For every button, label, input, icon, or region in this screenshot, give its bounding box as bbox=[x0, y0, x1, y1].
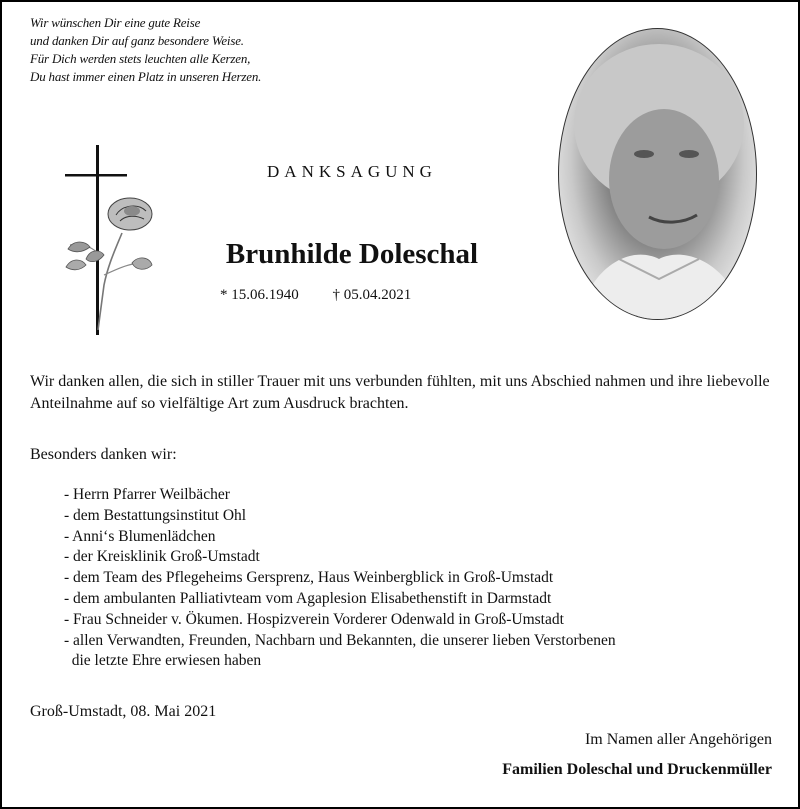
poem-line: Wir wünschen Dir eine gute Reise bbox=[30, 15, 201, 30]
special-thanks-list bbox=[64, 485, 616, 672]
place-date: Groß-Umstadt, 08. Mai 2021 bbox=[30, 703, 217, 720]
list-item: - Herrn Pfarrer Weilbächer bbox=[64, 486, 230, 503]
list-item: - allen Verwandten, Freunden, Nachbarn und Bekannten, die unserer lieben Verstorbenen bbox=[64, 631, 616, 649]
list-item: - dem Bestattungsinstitut Ohl bbox=[64, 506, 247, 524]
deceased-name: Brunhilde Doleschal bbox=[225, 238, 479, 270]
intro-paragraph: Wir danken allen, die sich in stiller Trauer mit uns verbunden fühlten, mit uns Abschied nahmen und ihre liebevolle Anteilnahme auf so vielfältige Art zum Ausdruck brachten. bbox=[30, 373, 770, 412]
cross-with-rose-icon bbox=[60, 145, 160, 337]
families-signature: Familien Doleschal und Druckenmüller bbox=[502, 761, 772, 778]
list-item: - dem ambulanten Palliativteam vom Agaplesion Elisabethenstift in Darmstadt bbox=[64, 589, 552, 607]
heading: DANKSAGUNG bbox=[267, 162, 437, 181]
list-item: - Frau Schneider v. Ökumen. Hospizverein Vorderer Odenwald in Groß-Umstadt bbox=[64, 610, 564, 628]
poem-line: Für Dich werden stets leuchten alle Kerzen, bbox=[30, 51, 251, 66]
oval-portrait-photo bbox=[558, 28, 757, 320]
life-dates bbox=[220, 287, 411, 304]
poem-line: und danken Dir auf ganz besondere Weise. bbox=[30, 33, 244, 48]
list-item: die letzte Ehre erwiesen haben bbox=[64, 652, 262, 670]
poem-line: Du hast immer einen Platz in unseren Herzen. bbox=[30, 69, 262, 84]
list-item: - dem Team des Pflegeheims Gersprenz, Haus Weinbergblick in Groß-Umstadt bbox=[64, 569, 554, 587]
death-date: † 05.04.2021 bbox=[332, 287, 412, 303]
poem bbox=[30, 14, 261, 86]
list-item: - Anni‘s Blumenlädchen bbox=[64, 527, 216, 545]
list-item: - der Kreisklinik Groß-Umstadt bbox=[64, 548, 260, 566]
special-thanks-label: Besonders danken wir: bbox=[30, 446, 177, 463]
birth-date: * 15.06.1940 bbox=[220, 287, 299, 303]
on-behalf-line: Im Namen aller Angehörigen bbox=[584, 731, 772, 748]
